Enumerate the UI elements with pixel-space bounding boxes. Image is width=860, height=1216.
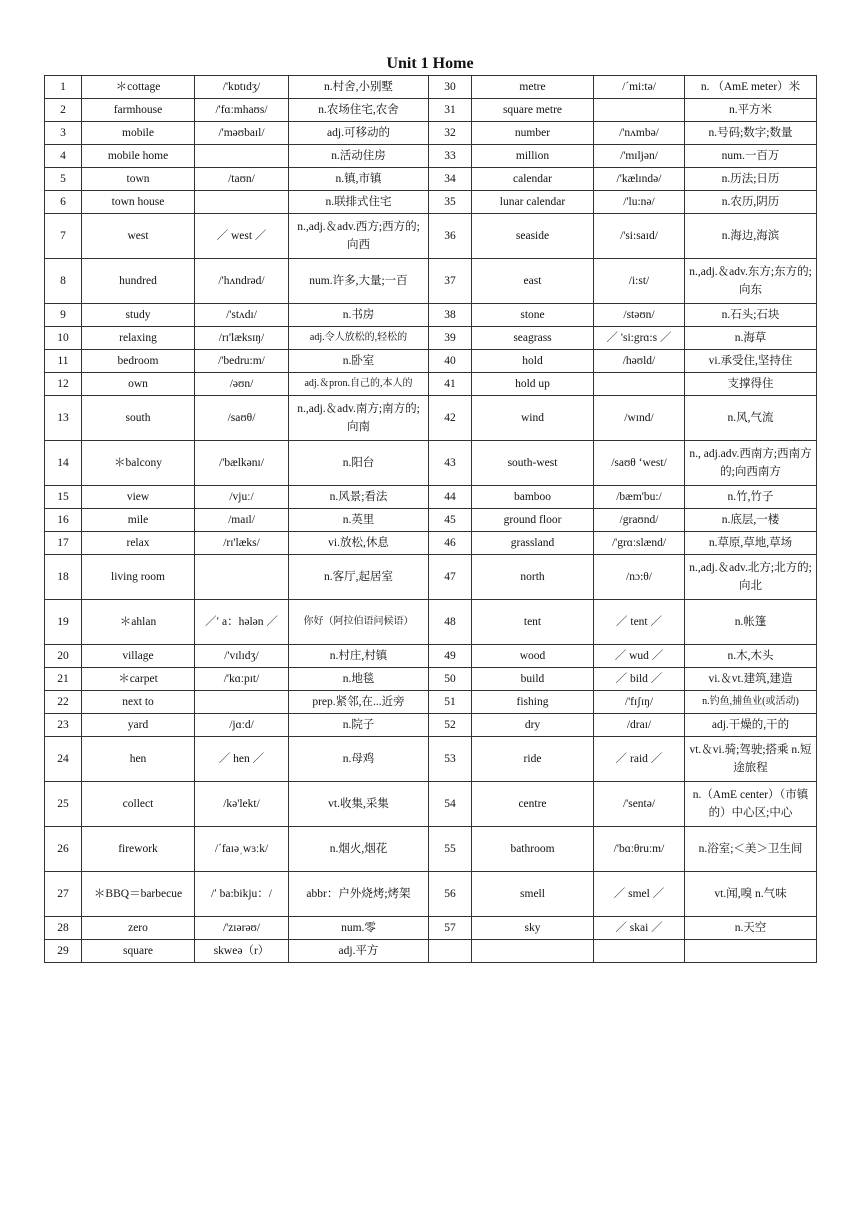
entry-phonetic: /'bedru:m/	[195, 350, 289, 373]
entry-number: 4	[45, 145, 82, 168]
entry-meaning: n.平方米	[685, 99, 817, 122]
entry-word: wind	[472, 396, 594, 441]
entry-word: relaxing	[82, 327, 195, 350]
entry-word: east	[472, 259, 594, 304]
table-row	[45, 304, 817, 327]
table-row	[45, 782, 817, 827]
entry-meaning: n.木,木头	[685, 645, 817, 668]
entry-meaning: n.,adj.＆adv.西方;西方的;向西	[289, 214, 429, 259]
entry-phonetic: /i:st/	[594, 259, 685, 304]
entry-phonetic: ／ west ／	[195, 214, 289, 259]
entry-phonetic: /'mɪljən/	[594, 145, 685, 168]
entry-meaning: n.（AmE center）（市镇的）中心区;中心	[685, 782, 817, 827]
entry-number: 51	[429, 691, 472, 714]
entry-number: 27	[45, 872, 82, 917]
entry-number: 45	[429, 509, 472, 532]
entry-number: 26	[45, 827, 82, 872]
entry-number	[429, 940, 472, 963]
entry-number: 37	[429, 259, 472, 304]
entry-word: west	[82, 214, 195, 259]
entry-number: 8	[45, 259, 82, 304]
entry-meaning: n.风景;看法	[289, 486, 429, 509]
entry-word: sky	[472, 917, 594, 940]
entry-meaning: n.历法;日历	[685, 168, 817, 191]
table-row	[45, 872, 817, 917]
entry-number: 7	[45, 214, 82, 259]
entry-word: square	[82, 940, 195, 963]
entry-phonetic: /həʊld/	[594, 350, 685, 373]
entry-meaning: n.钓鱼,捕鱼业(或活动)	[685, 691, 817, 714]
entry-meaning: n.英里	[289, 509, 429, 532]
entry-phonetic: /jɑːd/	[195, 714, 289, 737]
entry-phonetic: /'kɒtɪdʒ/	[195, 76, 289, 99]
entry-meaning: n.联排式住宅	[289, 191, 429, 214]
entry-word: ride	[472, 737, 594, 782]
entry-number: 29	[45, 940, 82, 963]
entry-meaning: n.书房	[289, 304, 429, 327]
entry-phonetic: ／ skai ／	[594, 917, 685, 940]
entry-word: zero	[82, 917, 195, 940]
table-row	[45, 327, 817, 350]
entry-meaning: n.阳台	[289, 441, 429, 486]
entry-word: south-west	[472, 441, 594, 486]
table-row	[45, 214, 817, 259]
entry-word: seagrass	[472, 327, 594, 350]
entry-meaning: n.烟火,烟花	[289, 827, 429, 872]
entry-word: hold up	[472, 373, 594, 396]
entry-meaning: 你好（阿拉伯语问候语）	[289, 600, 429, 645]
entry-phonetic: /bæm'bu:/	[594, 486, 685, 509]
entry-word: hen	[82, 737, 195, 782]
entry-number: 9	[45, 304, 82, 327]
entry-meaning: n.海边,海滨	[685, 214, 817, 259]
entry-meaning: n.,adj.＆adv.东方;东方的;向东	[685, 259, 817, 304]
entry-phonetic: ／ bild ／	[594, 668, 685, 691]
entry-number: 13	[45, 396, 82, 441]
entry-meaning: n.农场住宅,农舍	[289, 99, 429, 122]
entry-meaning: n., adj.adv.西南方;西南方的;向西南方	[685, 441, 817, 486]
entry-number: 46	[429, 532, 472, 555]
entry-number: 30	[429, 76, 472, 99]
entry-meaning: 支撑得住	[685, 373, 817, 396]
table-row	[45, 600, 817, 645]
entry-word: mile	[82, 509, 195, 532]
entry-meaning: num.一百万	[685, 145, 817, 168]
entry-phonetic	[195, 691, 289, 714]
entry-phonetic: /wɪnd/	[594, 396, 685, 441]
entry-meaning: vi.放松,休息	[289, 532, 429, 555]
entry-number: 1	[45, 76, 82, 99]
entry-phonetic: ／ hen ／	[195, 737, 289, 782]
entry-number: 10	[45, 327, 82, 350]
table-row	[45, 145, 817, 168]
entry-word: ground floor	[472, 509, 594, 532]
entry-phonetic: /draɪ/	[594, 714, 685, 737]
entry-meaning: vi.＆vt.建筑,建造	[685, 668, 817, 691]
entry-number: 23	[45, 714, 82, 737]
entry-meaning	[685, 940, 817, 963]
entry-word: grassland	[472, 532, 594, 555]
entry-number: 6	[45, 191, 82, 214]
entry-phonetic: /'lu:nə/	[594, 191, 685, 214]
entry-meaning: n.帐篷	[685, 600, 817, 645]
table-row	[45, 645, 817, 668]
entry-number: 38	[429, 304, 472, 327]
vocabulary-table-body	[45, 76, 817, 963]
entry-phonetic: ／ wud ／	[594, 645, 685, 668]
entry-number: 25	[45, 782, 82, 827]
entry-number: 15	[45, 486, 82, 509]
entry-word: stone	[472, 304, 594, 327]
entry-phonetic: /kə'lekt/	[195, 782, 289, 827]
entry-number: 28	[45, 917, 82, 940]
entry-meaning: vt.收集,采集	[289, 782, 429, 827]
entry-word: own	[82, 373, 195, 396]
entry-word: square metre	[472, 99, 594, 122]
table-row	[45, 532, 817, 555]
entry-meaning: n.客厅,起居室	[289, 555, 429, 600]
entry-meaning: adj.＆pron.自己的,本人的	[289, 373, 429, 396]
entry-phonetic: /vjuː/	[195, 486, 289, 509]
entry-meaning: n.天空	[685, 917, 817, 940]
entry-word: lunar calendar	[472, 191, 594, 214]
entry-phonetic	[195, 555, 289, 600]
entry-number: 49	[429, 645, 472, 668]
table-row	[45, 668, 817, 691]
entry-phonetic: /'stʌdɪ/	[195, 304, 289, 327]
entry-meaning: n.竹,竹子	[685, 486, 817, 509]
entry-phonetic: /'nʌmbə/	[594, 122, 685, 145]
entry-meaning: n.浴室;＜美＞卫生间	[685, 827, 817, 872]
entry-word: bathroom	[472, 827, 594, 872]
entry-meaning: n.镇,市镇	[289, 168, 429, 191]
entry-phonetic: /'məʊbaɪl/	[195, 122, 289, 145]
table-row	[45, 486, 817, 509]
entry-word: collect	[82, 782, 195, 827]
entry-phonetic: /stəʊn/	[594, 304, 685, 327]
entry-meaning: n.号码;数字;数量	[685, 122, 817, 145]
entry-word: wood	[472, 645, 594, 668]
entry-meaning: n.底层,一楼	[685, 509, 817, 532]
page-title: Unit 1 Home	[386, 55, 474, 72]
entry-phonetic: /'kælɪndə/	[594, 168, 685, 191]
entry-meaning: vt.＆vi.骑;驾驶;搭乘 n.短途旅程	[685, 737, 817, 782]
entry-meaning: n.卧室	[289, 350, 429, 373]
entry-number: 57	[429, 917, 472, 940]
entry-phonetic	[594, 373, 685, 396]
entry-word: seaside	[472, 214, 594, 259]
entry-number: 34	[429, 168, 472, 191]
entry-number: 52	[429, 714, 472, 737]
entry-number: 16	[45, 509, 82, 532]
entry-phonetic: skweə（r）	[195, 940, 289, 963]
entry-phonetic: /'fɪʃɪŋ/	[594, 691, 685, 714]
vocabulary-table	[44, 75, 817, 963]
entry-word: smell	[472, 872, 594, 917]
entry-word: study	[82, 304, 195, 327]
entry-word: farmhouse	[82, 99, 195, 122]
entry-phonetic: /əʊn/	[195, 373, 289, 396]
entry-meaning: vt.闻,嗅 n.气味	[685, 872, 817, 917]
entry-number: 53	[429, 737, 472, 782]
entry-number: 14	[45, 441, 82, 486]
entry-number: 18	[45, 555, 82, 600]
entry-phonetic: ／ smel ／	[594, 872, 685, 917]
entry-word: firework	[82, 827, 195, 872]
entry-meaning: adj.平方	[289, 940, 429, 963]
entry-phonetic	[195, 191, 289, 214]
entry-phonetic: /'sentə/	[594, 782, 685, 827]
table-row	[45, 737, 817, 782]
table-row	[45, 917, 817, 940]
entry-word: fishing	[472, 691, 594, 714]
entry-meaning: n.草原,草地,草场	[685, 532, 817, 555]
entry-word: town	[82, 168, 195, 191]
entry-word: calendar	[472, 168, 594, 191]
entry-meaning: n. （AmE meter）米	[685, 76, 817, 99]
entry-phonetic: /rɪ'læks/	[195, 532, 289, 555]
entry-word	[472, 940, 594, 963]
entry-word: centre	[472, 782, 594, 827]
entry-number: 32	[429, 122, 472, 145]
table-row	[45, 940, 817, 963]
table-row	[45, 441, 817, 486]
entry-meaning: n.海草	[685, 327, 817, 350]
entry-number: 22	[45, 691, 82, 714]
table-row	[45, 373, 817, 396]
entry-word: ＊carpet	[82, 668, 195, 691]
entry-number: 20	[45, 645, 82, 668]
entry-word: ＊BBQ＝barbecue	[82, 872, 195, 917]
entry-meaning: num.零	[289, 917, 429, 940]
entry-word: relax	[82, 532, 195, 555]
entry-meaning: n.农历,阴历	[685, 191, 817, 214]
entry-phonetic: /'kɑːpɪt/	[195, 668, 289, 691]
entry-phonetic: /ˊfaɪəˌwɜːk/	[195, 827, 289, 872]
entry-word: bamboo	[472, 486, 594, 509]
entry-word: yard	[82, 714, 195, 737]
entry-phonetic: ／ tent ／	[594, 600, 685, 645]
entry-meaning: n.村舍,小别墅	[289, 76, 429, 99]
entry-phonetic	[594, 940, 685, 963]
entry-word: village	[82, 645, 195, 668]
table-row	[45, 350, 817, 373]
table-row	[45, 396, 817, 441]
entry-number: 40	[429, 350, 472, 373]
entry-number: 44	[429, 486, 472, 509]
entry-word: living room	[82, 555, 195, 600]
entry-phonetic: /nɔ:θ/	[594, 555, 685, 600]
entry-meaning: n.,adj.＆adv.北方;北方的;向北	[685, 555, 817, 600]
entry-word: next to	[82, 691, 195, 714]
entry-number: 12	[45, 373, 82, 396]
entry-meaning: num.许多,大量;一百	[289, 259, 429, 304]
entry-number: 33	[429, 145, 472, 168]
table-row	[45, 191, 817, 214]
entry-word: ＊balcony	[82, 441, 195, 486]
entry-phonetic	[195, 145, 289, 168]
entry-phonetic: /maɪl/	[195, 509, 289, 532]
entry-word: mobile home	[82, 145, 195, 168]
entry-phonetic: ／ raid ／	[594, 737, 685, 782]
entry-phonetic: ／ʹ a：hələn ／	[195, 600, 289, 645]
entry-word: dry	[472, 714, 594, 737]
entry-number: 21	[45, 668, 82, 691]
entry-number: 3	[45, 122, 82, 145]
entry-phonetic: /'grɑːslænd/	[594, 532, 685, 555]
entry-meaning: adj.可移动的	[289, 122, 429, 145]
entry-word: hold	[472, 350, 594, 373]
entry-meaning: prep.紧邻,在...近旁	[289, 691, 429, 714]
entry-number: 50	[429, 668, 472, 691]
entry-phonetic: /'hʌndrəd/	[195, 259, 289, 304]
entry-word: ＊ahlan	[82, 600, 195, 645]
entry-word: town house	[82, 191, 195, 214]
entry-phonetic: /'si:saɪd/	[594, 214, 685, 259]
table-row	[45, 99, 817, 122]
entry-number: 11	[45, 350, 82, 373]
entry-meaning: vi.承受住,坚持住	[685, 350, 817, 373]
table-row	[45, 509, 817, 532]
entry-meaning: n.活动住房	[289, 145, 429, 168]
entry-phonetic: /'vɪlɪdʒ/	[195, 645, 289, 668]
entry-word: number	[472, 122, 594, 145]
entry-phonetic	[594, 99, 685, 122]
entry-number: 55	[429, 827, 472, 872]
entry-number: 48	[429, 600, 472, 645]
entry-phonetic: /graʊnd/	[594, 509, 685, 532]
entry-meaning: n.,adj.＆adv.南方;南方的;向南	[289, 396, 429, 441]
entry-word: mobile	[82, 122, 195, 145]
entry-meaning: n.风,气流	[685, 396, 817, 441]
entry-number: 5	[45, 168, 82, 191]
entry-phonetic: /saʊθ ‘west/	[594, 441, 685, 486]
entry-number: 24	[45, 737, 82, 782]
entry-word: bedroom	[82, 350, 195, 373]
entry-phonetic: /'fɑːmhaʊs/	[195, 99, 289, 122]
table-row	[45, 168, 817, 191]
entry-word: view	[82, 486, 195, 509]
entry-phonetic: /ʹ ba:bikju：/	[195, 872, 289, 917]
entry-number: 36	[429, 214, 472, 259]
entry-number: 35	[429, 191, 472, 214]
entry-phonetic: /saʊθ/	[195, 396, 289, 441]
entry-word: south	[82, 396, 195, 441]
entry-meaning: n.地毯	[289, 668, 429, 691]
table-row	[45, 691, 817, 714]
entry-phonetic: /'bælkənɪ/	[195, 441, 289, 486]
entry-number: 17	[45, 532, 82, 555]
entry-number: 2	[45, 99, 82, 122]
entry-number: 39	[429, 327, 472, 350]
entry-word: million	[472, 145, 594, 168]
entry-phonetic: /rɪ'læksɪŋ/	[195, 327, 289, 350]
entry-meaning: n.石头;石块	[685, 304, 817, 327]
entry-number: 56	[429, 872, 472, 917]
entry-word: ＊cottage	[82, 76, 195, 99]
entry-word: north	[472, 555, 594, 600]
table-row	[45, 714, 817, 737]
entry-number: 31	[429, 99, 472, 122]
entry-number: 19	[45, 600, 82, 645]
entry-phonetic: ／ 'si:grɑ:s ／	[594, 327, 685, 350]
table-row	[45, 827, 817, 872]
entry-number: 41	[429, 373, 472, 396]
entry-word: build	[472, 668, 594, 691]
table-row	[45, 259, 817, 304]
entry-phonetic: /taʊn/	[195, 168, 289, 191]
table-row	[45, 122, 817, 145]
entry-number: 42	[429, 396, 472, 441]
entry-meaning: adj.干燥的,干的	[685, 714, 817, 737]
entry-meaning: n.母鸡	[289, 737, 429, 782]
entry-phonetic: /'zɪərəʊ/	[195, 917, 289, 940]
entry-number: 43	[429, 441, 472, 486]
entry-meaning: abbr：户外烧烤;烤架	[289, 872, 429, 917]
entry-meaning: adj.令人放松的,轻松的	[289, 327, 429, 350]
entry-word: hundred	[82, 259, 195, 304]
entry-meaning: n.村庄,村镇	[289, 645, 429, 668]
entry-phonetic: /ˊmi:tə/	[594, 76, 685, 99]
entry-word: metre	[472, 76, 594, 99]
entry-number: 47	[429, 555, 472, 600]
entry-number: 54	[429, 782, 472, 827]
entry-phonetic: /'bɑːθruːm/	[594, 827, 685, 872]
entry-word: tent	[472, 600, 594, 645]
table-row	[45, 555, 817, 600]
table-row	[45, 76, 817, 99]
entry-meaning: n.院子	[289, 714, 429, 737]
